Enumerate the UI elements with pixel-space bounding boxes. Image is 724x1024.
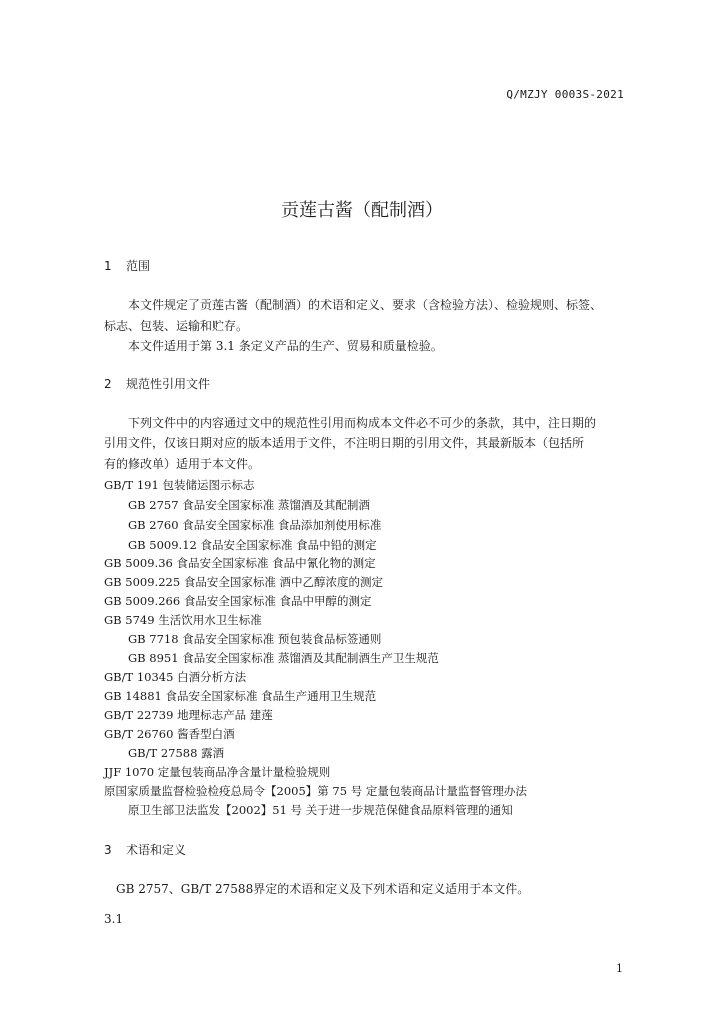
reference-item: 原卫生部卫法监发【2002】51 号 关于进一步规范保健食品原料管理的通知 bbox=[128, 803, 513, 817]
document-code: Q/MZJY 0003S-2021 bbox=[506, 88, 624, 101]
scope-para2: 本文件适用于第 3.1 条定义产品的生产、贸易和质量检验。 bbox=[128, 339, 443, 353]
reference-item: GB 8951 食品安全国家标准 蒸馏酒及其配制酒生产卫生规范 bbox=[128, 651, 439, 665]
normative-intro-line2: 引用文件，仅该日期对应的版本适用于文件，不注明日期的引用文件，其最新版本（包括所 bbox=[104, 436, 585, 450]
normative-intro-line3: 有的修改单）适用于本文件。 bbox=[104, 457, 261, 471]
section-1-heading bbox=[104, 257, 150, 274]
reference-item: GB 14881 食品安全国家标准 食品生产通用卫生规范 bbox=[104, 689, 377, 703]
section-2-heading bbox=[104, 375, 210, 392]
section-number: 3 bbox=[104, 843, 112, 857]
section-title: 规范性引用文件 bbox=[126, 377, 211, 391]
reference-item: GB/T 10345 白酒分析方法 bbox=[104, 670, 247, 684]
reference-item: GB 5009.36 食品安全国家标准 食品中氰化物的测定 bbox=[104, 556, 376, 570]
reference-item: 原国家质量监督检验检疫总局令【2005】第 75 号 定量包装商品计量监督管理办法 bbox=[104, 784, 527, 798]
scope-para1-line1: 本文件规定了贡莲古酱（配制酒）的术语和定义、要求（含检验方法）、检验规则、标签、 bbox=[128, 298, 603, 312]
reference-item: GB 5009.12 食品安全国家标准 食品中铅的测定 bbox=[128, 538, 377, 552]
reference-item: GB 7718 食品安全国家标准 预包装食品标签通则 bbox=[128, 632, 382, 646]
reference-item: GB/T 22739 地理标志产品 建莲 bbox=[104, 708, 273, 722]
subsection-number: 3.1 bbox=[104, 912, 124, 926]
reference-item: GB 5749 生活饮用水卫生标准 bbox=[104, 613, 262, 627]
reference-item: GB 5009.266 食品安全国家标准 食品中甲醇的测定 bbox=[104, 594, 372, 608]
scope-para1-line2: 标志、包装、运输和贮存。 bbox=[104, 319, 249, 333]
section-number: 1 bbox=[104, 259, 112, 273]
terms-intro: GB 2757、GB/T 27588界定的术语和定义及下列术语和定义适用于本文件。 bbox=[116, 882, 530, 896]
reference-item: GB 2760 食品安全国家标准 食品添加剂使用标准 bbox=[128, 518, 382, 532]
reference-item: GB 2757 食品安全国家标准 蒸馏酒及其配制酒 bbox=[128, 498, 370, 512]
reference-item: JJF 1070 定量包装商品净含量计量检验规则 bbox=[104, 765, 331, 779]
reference-item: GB/T 27588 露酒 bbox=[128, 746, 225, 760]
page-number: 1 bbox=[616, 962, 623, 975]
section-3-heading bbox=[104, 841, 186, 858]
section-number: 2 bbox=[104, 377, 112, 391]
reference-item: GB 5009.225 食品安全国家标准 酒中乙醇浓度的测定 bbox=[104, 575, 383, 589]
normative-intro-line1: 下列文件中的内容通过文中的规范性引用而构成本文件必不可少的条款，其中，注日期的 bbox=[128, 416, 597, 430]
document-title: 贡莲古酱（配制酒） bbox=[281, 200, 443, 221]
section-title: 术语和定义 bbox=[126, 843, 187, 857]
section-title: 范围 bbox=[126, 259, 151, 273]
reference-item: GB/T 26760 酱香型白酒 bbox=[104, 727, 235, 741]
reference-item: GB/T 191 包装储运图示标志 bbox=[104, 478, 255, 492]
